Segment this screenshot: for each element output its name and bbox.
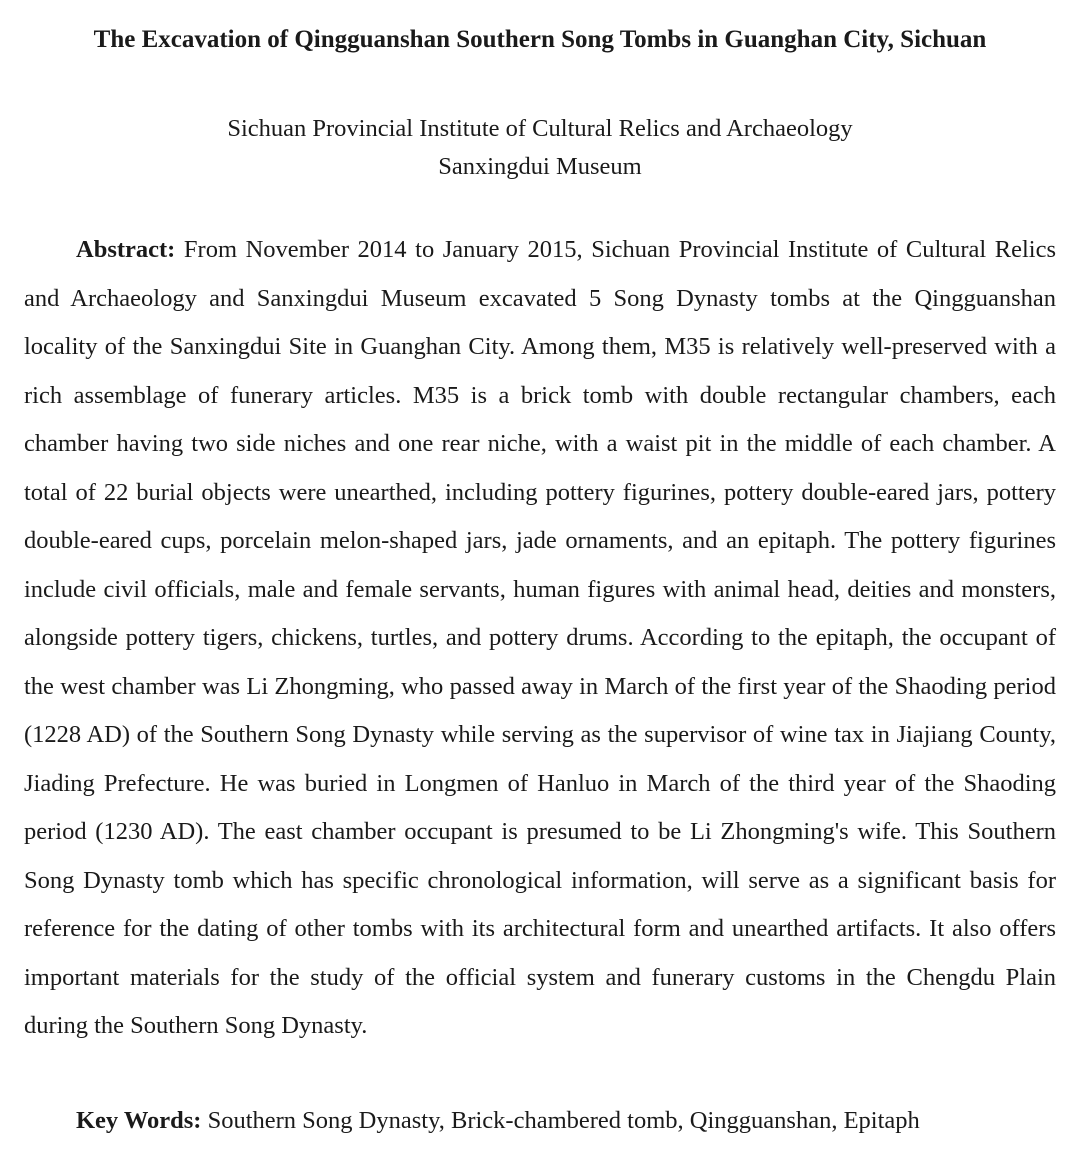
author-affiliations bbox=[0, 110, 1080, 186]
affiliation-line: Sanxingdui Museum bbox=[438, 153, 642, 180]
keywords-label: Key Words: bbox=[76, 1107, 202, 1134]
abstract-text: From November 2014 to January 2015, Sichuan Provincial Institute of Cultural Relics and Archaeology and Sanxingdui Museum excavated 5 Song Dynasty tombs at the Qingguanshan locality of the Sanxingdui Site in Guanghan City. Among them, M35 is relatively well-preserved with a rich assemblage of funerary articles. M35 is a brick tomb with double rectangular chambers, each chamber having two side niches and one rear niche, with a waist pit in the middle of each chamber. A total of 22 burial objects were unearthed, including pottery figurines, pottery double-eared jars, pottery double-eared cups, porcelain melon-shaped jars, jade ornaments, and an epitaph. The pottery figurines include civil officials, male and female servants, human figures with animal head, deities and monsters, alongside pottery tigers, chickens, turtles, and pottery drums. According to the epitaph, the occupant of the west chamber was Li Zhongming, who passed away in March of the first year of the Shaoding period (1228 AD) of the Southern Song Dynasty while serving as the supervisor of wine tax in Jiajiang County, Jiading Prefecture. He was buried in Longmen of Hanluo in March of the third year of the Shaoding period (1230 AD). The east chamber occupant is presumed to be Li Zhongming's wife. This Southern Song Dynasty tomb which has specific chronological information, will serve as a significant basis for reference for the dating of other tombs with its architectural form and unearthed artifacts. It also offers important materials for the study of the official system and funerary customs in the Chengdu Plain during the Southern Song Dynasty. bbox=[24, 236, 1056, 1039]
keywords-line bbox=[76, 1101, 1066, 1141]
abstract-label: Abstract: bbox=[76, 236, 176, 263]
affiliation-line: Sichuan Provincial Institute of Cultural Relics and Archaeology bbox=[227, 115, 853, 142]
paper-title: The Excavation of Qingguanshan Southern Song Tombs in Guanghan City, Sichuan bbox=[93, 26, 987, 53]
keywords-text: Southern Song Dynasty, Brick-chambered tomb, Qingguanshan, Epitaph bbox=[207, 1107, 920, 1134]
abstract-paragraph bbox=[24, 226, 1056, 1051]
